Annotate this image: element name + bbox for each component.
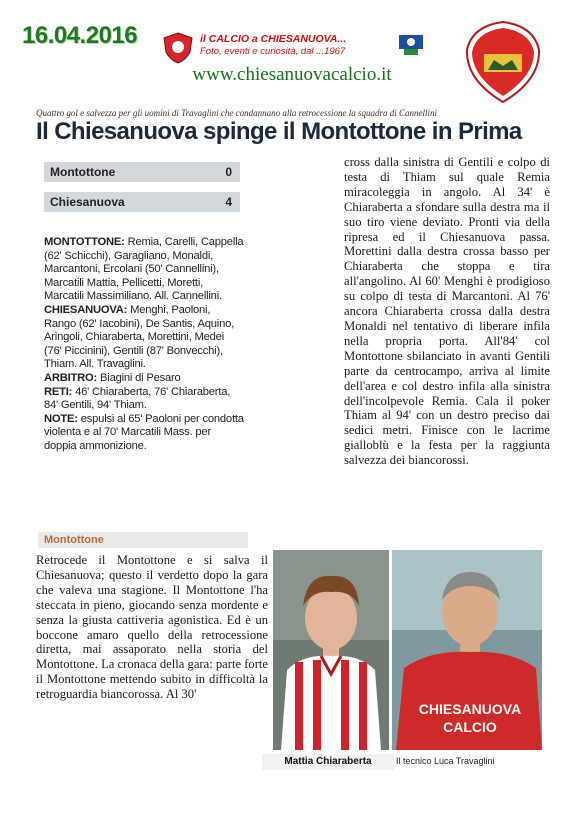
goals-label: RETI: [44,385,73,398]
shirt-text-line-2: CALCIO [443,719,497,735]
player-caption: Mattia Chiaraberta [262,754,394,770]
banner-line-2: Foto, eventi e curiosità, dal ...1967 [200,46,346,57]
lineup-text: Remia, Carelli, Cappella (62' Schicchi), Garagliano, Monaldi, Marcantoni, Ercolani (50' Cannellini), Marcatili Mattia, Pellicetti, Moretti, Marcatili Massimiliano. All. Cannellini. [44,236,244,303]
lineup-text: Menghi, Paoloni, Rango (62' Iacobini), De Santis, Aquino, Aringoli, Chiaraberta, Morettini, Medei (76' Piccinini), Gentili (87' Bonvecchi), Thiam. All. Travaglini. [44,303,235,371]
notes-line [44,413,244,454]
player-photo [273,550,389,750]
team-score: 0 [225,165,232,179]
article-column-1 [36,553,268,702]
site-banner[interactable] [156,28,428,94]
score-row-away [44,192,240,212]
date-stamp: 16.04.2016 [22,22,138,49]
match-details [44,236,244,454]
lineup-label: CHIESANUOVA: [44,303,128,316]
coach-caption: Il tecnico Luca Travaglini [396,756,495,766]
article-headline: Il Chiesanuova spinge il Montottone in Prima [36,118,522,145]
notes-text: espulsi al 65' Paoloni per condotta violenta e al 70' Marcatili Mass. per doppia ammonizione. [44,412,244,452]
article-kicker: Quattro gol e salvezza per gli uomini di Travaglini che condannano alla retrocessione la squadra di Cannellini [36,108,437,118]
goals-line [44,386,244,413]
lineup-montottone [44,236,244,304]
lineup-chiesanuova [44,304,244,372]
shirt-text-line-1: CHIESANUOVA [418,701,522,717]
team-name: Montottone [50,165,116,179]
article-column-2 [344,155,550,468]
team-name: Chiesanuova [50,195,125,209]
banner-url[interactable]: www.chiesanuovacalcio.it [192,64,392,85]
lineup-label: MONTOTTONE: [44,236,125,248]
notes-label: NOTE: [44,412,78,425]
referee-text: Biagini di Pesaro [100,371,181,384]
goals-text: 46' Chiaraberta, 76' Chiaraberta, 84' Gentili, 94' Thiam. [44,385,231,412]
banner-line-1: il CALCIO a CHIESANUOVA... [200,33,347,45]
club-shield-icon [162,32,194,64]
coach-photo [392,550,542,750]
team-score: 4 [225,195,232,209]
score-row-home [44,162,240,182]
article-paragraph: Retrocede il Montottone e si salva il Chiesanuova; questo il verdetto dopo la gara che valeva una stagione. Il Montottone l'ha steccata in pieno, giocando senza mordente e senza la giusta cattiveria agonistica. Ed è un boccone amaro quello della retrocessione diretta, mai assaporato nella storia del Montottone. La cronaca della gara: parte forte il Montottone mettendo subito in difficoltà la retroguardia biancorossa. Al 30' [36,553,268,702]
league-logo-icon [398,32,424,58]
referee-line [44,372,244,386]
section-label: Montottone [44,534,104,546]
article-paragraph: cross dalla sinistra di Gentili e colpo di testa di Thiam sul quale Remia miracoleggia in angolo. Al 34' è Chiaraberta a sfondare sulla destra ma il suo tiro viene deviato. Pronti via della ripresa ed il Chiesanuova passa. Morettini dalla destra crossa basso per Chiaraberta che stoppa e tira all'angolino. Al 60' Menghi è prodigioso su colpo di testa di Marcantoni. Al 76' ancora Chiaraberta crossa dalla destra Monaldi nel tentativo di liberare infila nella propria porta. All'84' col Montottone sbilanciato in avanti Gentili parte da centrocampo, arriva al limite dell'area e col destro infila alla sinistra dell'incolpevole Remia. Cala il poker Thiam al 94' con un destro preciso dai sedici metri. Finisce con le lacrime gialloblù e la festa per la raggiunta salvezza dei biancorossi. [344,155,550,468]
referee-label: ARBITRO: [44,371,98,384]
club-crest-icon [464,20,542,104]
